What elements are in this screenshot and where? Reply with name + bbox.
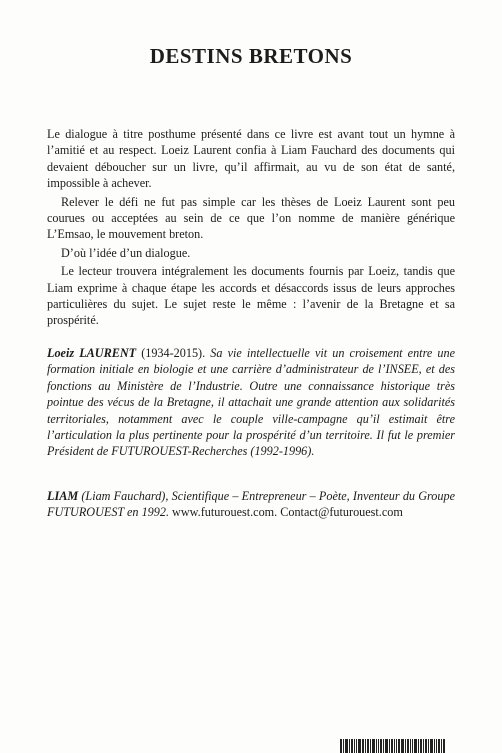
intro-paragraph: D’où l’idée d’un dialogue. xyxy=(61,245,191,260)
author-dates: (1934-2015). xyxy=(136,346,211,360)
bio-text: (Liam Fauchard), Scientifique – Entrepreneur – Poète, Inventeur du Groupe FUTUROUEST en 1992. xyxy=(47,489,455,520)
barcode-icon xyxy=(340,739,488,753)
author-bio-liam xyxy=(47,488,455,521)
intro-paragraph: Relever le défi ne fut pas simple car les thèses de Loeiz Laurent sont peu courues ou acceptées au sein de ce que l’on nomme de manière générique L’Emsao, le mouvement breton. xyxy=(47,194,455,242)
author-bio-laurent xyxy=(47,345,455,460)
bio-text: Sa vie intellectuelle vit un croisement entre une formation initiale en biologie et une carrière d’administrateur de l’INSEE, et des fonctions au Ministère de l’Industrie. Outre une connaissance historique très pointue des vécus de la Bretagne, il attachait une grande attention aux solidarités territoriales, notamment avec le couple ville-campagne qu’il estimait être l’articulation la plus pertinente pour la prospérité d’un territoire. Il fut le premier Président de FUTUROUEST-Recherches (1992-1996). xyxy=(47,346,455,459)
bio-paragraph xyxy=(47,488,455,521)
intro-paragraph: Le dialogue à titre posthume présenté dans ce livre est avant tout un hymne à l’amitié et au respect. Loeiz Laurent confia à Liam Fauchard des documents qui devaient déboucher sur un livre, qu’il affirmait, au vu de son état de santé, impossible à achever. xyxy=(47,127,455,191)
contact-text: www.futurouest.com. Contact@futurouest.com xyxy=(172,505,403,520)
author-name: LIAM xyxy=(47,489,79,503)
book-title: DESTINS BRETONS xyxy=(149,44,353,68)
bio-paragraph xyxy=(47,345,455,460)
author-name: Loeiz LAURENT xyxy=(47,346,137,360)
intro-text xyxy=(47,126,455,331)
intro-paragraph: Le lecteur trouvera intégralement les documents fournis par Loeiz, tandis que Liam exprime à chaque étape les accords et désaccords issus de leurs approches particulières du sujet. Le sujet reste le même : l’avenir de la Bretagne et sa prospérité. xyxy=(47,264,455,328)
